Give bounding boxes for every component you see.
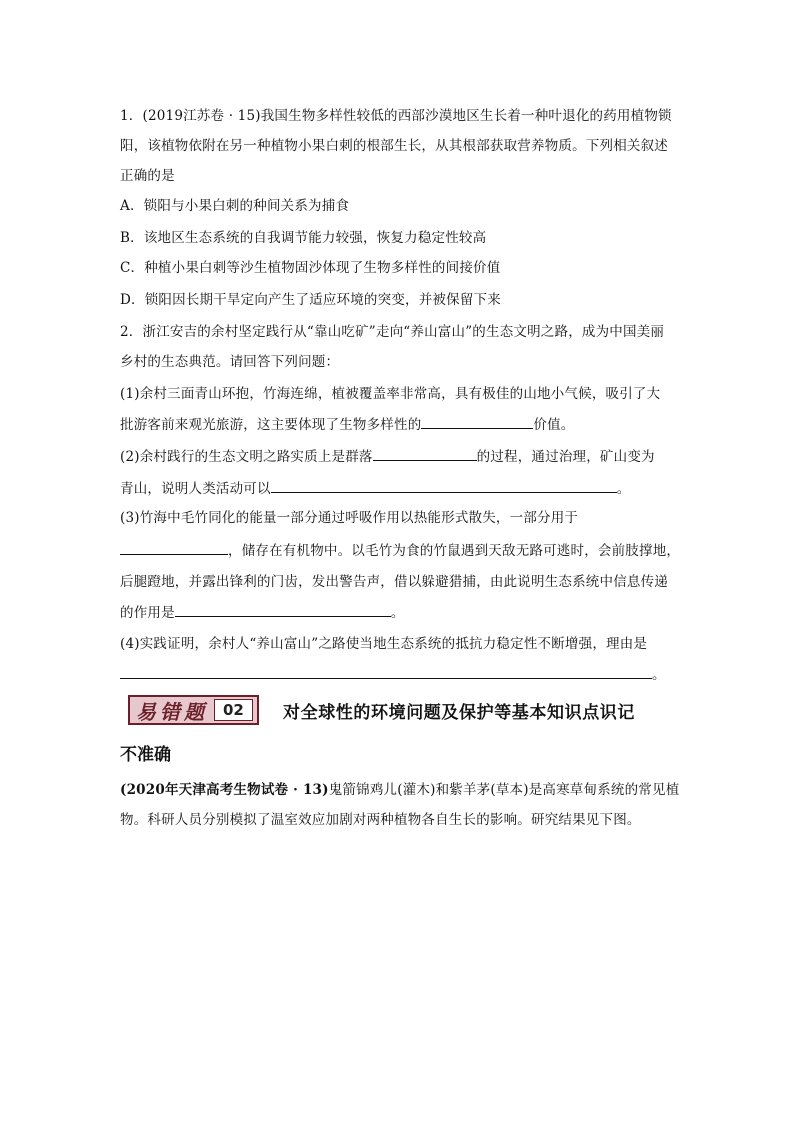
q2-part3-line2 <box>120 540 680 561</box>
q1-option-a: A．锁阳与小果白刺的种间关系为捕食 <box>120 198 350 214</box>
q2-part1-line1: (1)余村三面青山环抱，竹海连绵，植被覆盖率非常高，具有极佳的山地小气候，吸引了大 <box>120 386 661 402</box>
error-prone-badge <box>128 695 259 725</box>
section-title-line1: 对全球性的环境问题及保护等基本知识点识记 <box>283 703 635 723</box>
q2-part1-text-b: 价值。 <box>533 417 575 433</box>
answer-blank[interactable] <box>421 414 533 429</box>
section-title-line2: 不准确 <box>120 745 171 765</box>
q2-part1-line2 <box>120 414 575 435</box>
badge-number: 02 <box>214 699 253 721</box>
q1-option-d: D．锁阳因长期干旱定向产生了适应环境的突变，并被保留下来 <box>120 292 501 308</box>
q2-stem-line1: 2．浙江安吉的余村坚定践行从“靠山吃矿”走向“养山富山”的生态文明之路，成为中国美丽 <box>120 324 665 340</box>
q2-part3-line1: (3)竹海中毛竹同化的能量一部分通过呼吸作用以热能形式散失，一部分用于 <box>120 510 579 526</box>
answer-blank[interactable] <box>373 446 477 461</box>
q2-part1-text-a: 批游客前来观光旅游，这主要体现了生物多样性的 <box>120 417 422 433</box>
q2-part4-line2 <box>120 664 666 685</box>
q2-part3-text-c: 的作用是 <box>120 605 175 621</box>
q3-text-a: 鬼箭锦鸡儿(灌木)和紫羊茅(草本)是高寒草甸系统的常见植 <box>328 782 680 798</box>
q2-part2-text-b: 的过程，通过治理，矿山变为 <box>476 449 655 465</box>
q3-source: (2020年天津高考生物试卷 · 13) <box>120 782 329 798</box>
answer-blank[interactable] <box>271 478 617 493</box>
q2-part3-line3: 后腿蹬地，并露出锋利的门齿，发出警告声，借以躲避猎捕，由此说明生态系统中信息传递 <box>120 574 668 590</box>
q1-option-b: B．该地区生态系统的自我调节能力较强，恢复力稳定性较高 <box>120 230 487 246</box>
q3-stem-line2: 物。科研人员分别模拟了温室效应加剧对两种植物各自生长的影响。研究结果见下图。 <box>120 812 641 828</box>
q1-stem-line1: 1．(2019江苏卷 · 15)我国生物多样性较低的西部沙漠地区生长着一种叶退化的药用植物锁 <box>120 108 672 124</box>
q2-stem-line2: 乡村的生态典范。请回答下列问题： <box>120 354 340 370</box>
q1-option-c: C．种植小果白刺等沙生植物固沙体现了生物多样性的间接价值 <box>120 260 501 276</box>
q3-stem-line1 <box>120 780 679 800</box>
q2-part3-text-b: ，储存在有机物中。以毛竹为食的竹鼠遇到天敌无路可逃时，会前肢撑地， <box>228 543 681 559</box>
answer-blank[interactable] <box>120 664 652 679</box>
answer-blank[interactable] <box>175 602 391 617</box>
q2-part2-line2 <box>120 478 630 499</box>
q2-part3-text-d: 。 <box>390 605 405 621</box>
section-banner <box>128 695 259 725</box>
q1-stem-line2: 阳，该植物依附在另一种植物小果白刺的根部生长，从其根部获取营养物质。下列相关叙述 <box>120 138 668 154</box>
q2-part3-line4 <box>120 602 405 623</box>
q2-part2-text-d: 。 <box>616 481 631 497</box>
q2-part2-text-c: 青山，说明人类活动可以 <box>120 481 271 497</box>
answer-blank[interactable] <box>120 540 228 555</box>
q1-stem-line3: 正确的是 <box>120 168 175 184</box>
q2-part4-line1: (4)实践证明，余村人“养山富山”之路使当地生态系统的抵抗力稳定性不断增强，理由是 <box>120 636 648 652</box>
q2-part4-text-b: 。 <box>652 667 666 683</box>
q2-part2-line1 <box>120 446 655 467</box>
q2-part2-text-a: (2)余村践行的生态文明之路实质上是群落 <box>120 449 373 465</box>
badge-label: 易错题 <box>136 699 208 724</box>
